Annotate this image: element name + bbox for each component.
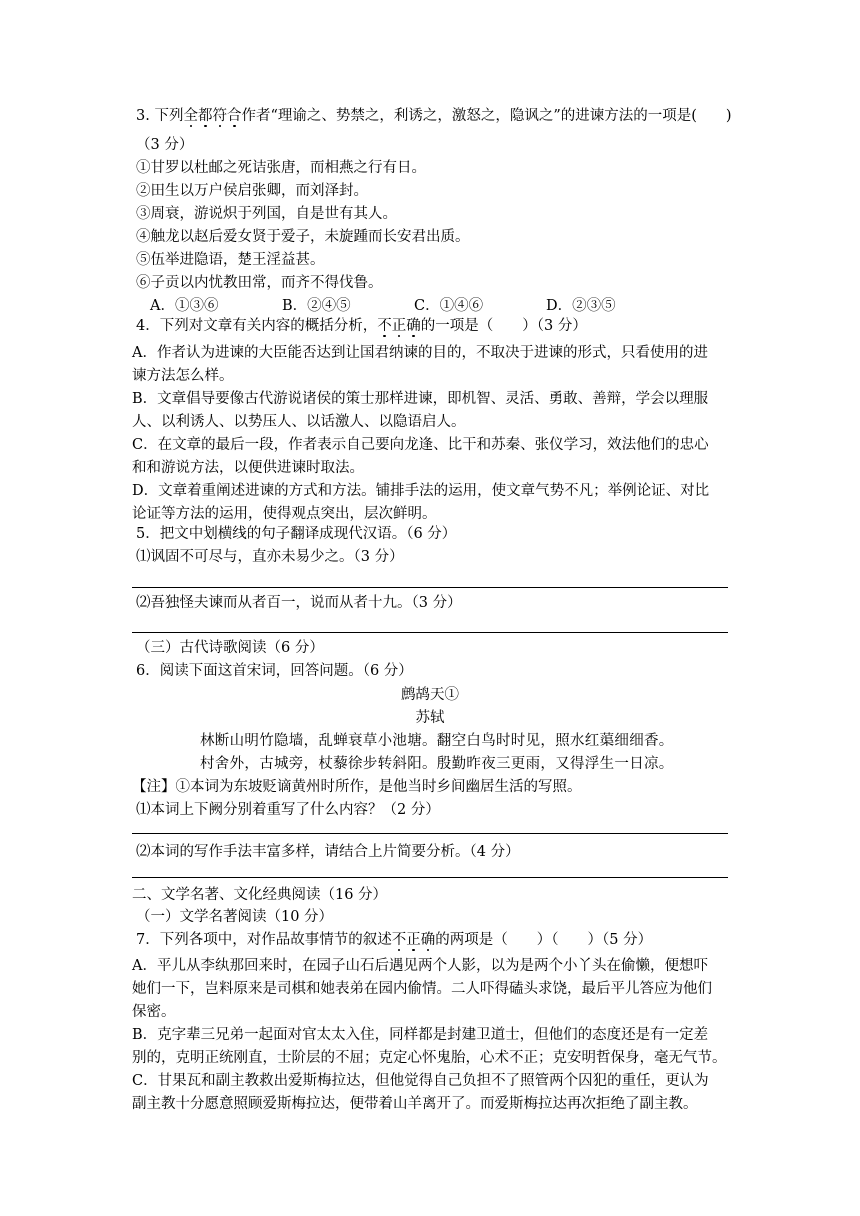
q7-option-line: A．平儿从李纨那回来时，在园子山石后遇见两个人影，以为是两个小丫头在偷懒，便想吓 (132, 958, 708, 974)
q4-option-line: 人、以利诱人、以势压人、以话激人、以隐语启人。 (132, 414, 466, 430)
q3-item: ⑤伍举进隐语，楚王淫益甚。 (136, 252, 325, 268)
poem-line-2: 村舍外，古城旁，杖藜徐步转斜阳。殷勤昨夜三更雨，又得浮生一日凉。 (200, 756, 674, 772)
poem-author: 苏轼 (415, 710, 445, 726)
poem-note: 【注】①本词为东坡贬谪黄州时所作，是他当时乡间幽居生活的写照。 (132, 779, 582, 795)
section3-title: （三）古代诗歌阅读（6 分） (136, 640, 324, 656)
q4-stem (136, 315, 587, 337)
q7-option-line: 保密。 (132, 1004, 176, 1020)
q7-option-line: 她们一下，岂料原来是司棋和她表弟在园内偷情。二人吓得磕头求饶，最后平儿答应为他们 (132, 981, 712, 997)
q3-item: ②田生以万户侯启张卿，而刘泽封。 (136, 183, 368, 199)
q4-option-line: 和和游说方法，以便供进谏时取法。 (132, 460, 364, 476)
q4-option-line: C．在文章的最后一段，作者表示自己要向龙逢、比干和苏秦、张仪学习，效法他们的忠心 (132, 437, 709, 453)
q7-stem-suffix: 的两项是（ ）（ ）（5 分） (435, 932, 653, 948)
q3-stem-suffix: 作者“理谕之、势禁之，利诱之，激怒之，隐讽之”的进谏方法的一项是( ) (241, 108, 732, 124)
q3-item: ③周衰，游说炽于列国，自是世有其人。 (136, 206, 397, 222)
q7-stem-prefix: 7．下列各项中，对作品故事情节的叙述 (136, 932, 392, 948)
q6-answer-line-2[interactable] (132, 877, 728, 878)
poem-line-1: 林断山明竹隐墙，乱蝉衰草小池塘。翻空白鸟时时见，照水红蕖细细香。 (200, 733, 674, 749)
q4-option-line: D．文章着重阐述进谏的方式和方法。铺排手法的运用，使文章气势不凡；举例论证、对比 (132, 483, 710, 499)
q4-option-line: B．文章倡导要像古代游说诸侯的策士那样进谏，即机智、灵活、勇敢、善辩，学会以理服 (132, 391, 709, 407)
q7-stem-emphasis: 不正确 (391, 932, 436, 948)
q3-stem-prefix: 3. 下列 (136, 108, 184, 124)
q4-option-line: 谏方法怎么样。 (132, 368, 234, 384)
q3-option-a: A．①③⑥ (150, 298, 219, 314)
part2-subtitle: （一）文学名著阅读（10 分） (136, 909, 334, 925)
q3-stem-emphasis: 全都符合 (183, 108, 242, 124)
part2-title: 二、文学名著、文化经典阅读（16 分） (132, 887, 388, 903)
q5-sub2: ⑵吾独怪夫谏而从者百一，说而从者十九。（3 分） (136, 595, 462, 611)
q5-sub1: ⑴讽固不可尽与，直亦未易少之。（3 分） (136, 549, 404, 565)
q3-item: ①甘罗以杜邮之死诘张唐，而相燕之行有日。 (136, 160, 426, 176)
q4-option-line: 论证等方法的运用，使得观点突出，层次鲜明。 (132, 506, 437, 522)
q6-sub1: ⑴本词上下阙分别着重写了什么内容？（2 分） (136, 802, 440, 818)
q4-stem-suffix: 的一项是（ ）（3 分） (420, 318, 587, 334)
q3-stem (136, 105, 732, 127)
q7-option-line: C．甘果瓦和副主教救出爱斯梅拉达，但他觉得自己负担不了照管两个囚犯的重任，更认为 (132, 1073, 709, 1089)
q7-stem (136, 929, 652, 951)
q7-option-line: B．克字辈三兄弟一起面对官太太入住，同样都是封建卫道士，但他们的态度还是有一定差 (132, 1027, 709, 1043)
q3-option-c: C．①④⑥ (414, 298, 484, 314)
q3-item: ④触龙以赵后爱女贤于爱子，未旋踵而长安君出质。 (136, 229, 470, 245)
q6-stem: 6．阅读下面这首宋词，回答问题。（6 分） (136, 663, 413, 679)
q3-score: （3 分） (136, 137, 194, 153)
q5-answer-line-1[interactable] (132, 587, 728, 588)
q3-options (150, 295, 678, 317)
q4-stem-prefix: 4．下列对文章有关内容的概括分析， (136, 318, 378, 334)
q4-stem-emphasis: 不正确 (377, 318, 421, 334)
q3-item: ⑥子贡以内忧教田常，而齐不得伐鲁。 (136, 275, 383, 291)
q6-sub2: ⑵本词的写作手法丰富多样，请结合上片简要分析。（4 分） (136, 844, 520, 860)
q4-option-line: A．作者认为进谏的大臣能否达到让国君纳谏的目的，不取决于进谏的形式，只看使用的进 (132, 345, 708, 361)
q3-option-b: B．②④⑤ (282, 298, 351, 314)
poem-title: 鹧鸪天① (401, 687, 459, 703)
q6-answer-line-1[interactable] (132, 833, 728, 834)
q3-option-d: D．②③⑤ (546, 298, 616, 314)
q7-option-line: 副主教十分愿意照顾爱斯梅拉达，便带着山羊离开了。而爱斯梅拉达再次拒绝了副主教。 (132, 1096, 698, 1112)
q7-option-line: 别的，克明正统刚直，士阶层的不屈；克定心怀鬼胎，心术不正；克安明哲保身，毫无气节。 (132, 1050, 727, 1066)
q5-stem: 5．把文中划横线的句子翻译成现代汉语。（6 分） (136, 526, 457, 542)
q5-answer-line-2[interactable] (132, 632, 728, 633)
